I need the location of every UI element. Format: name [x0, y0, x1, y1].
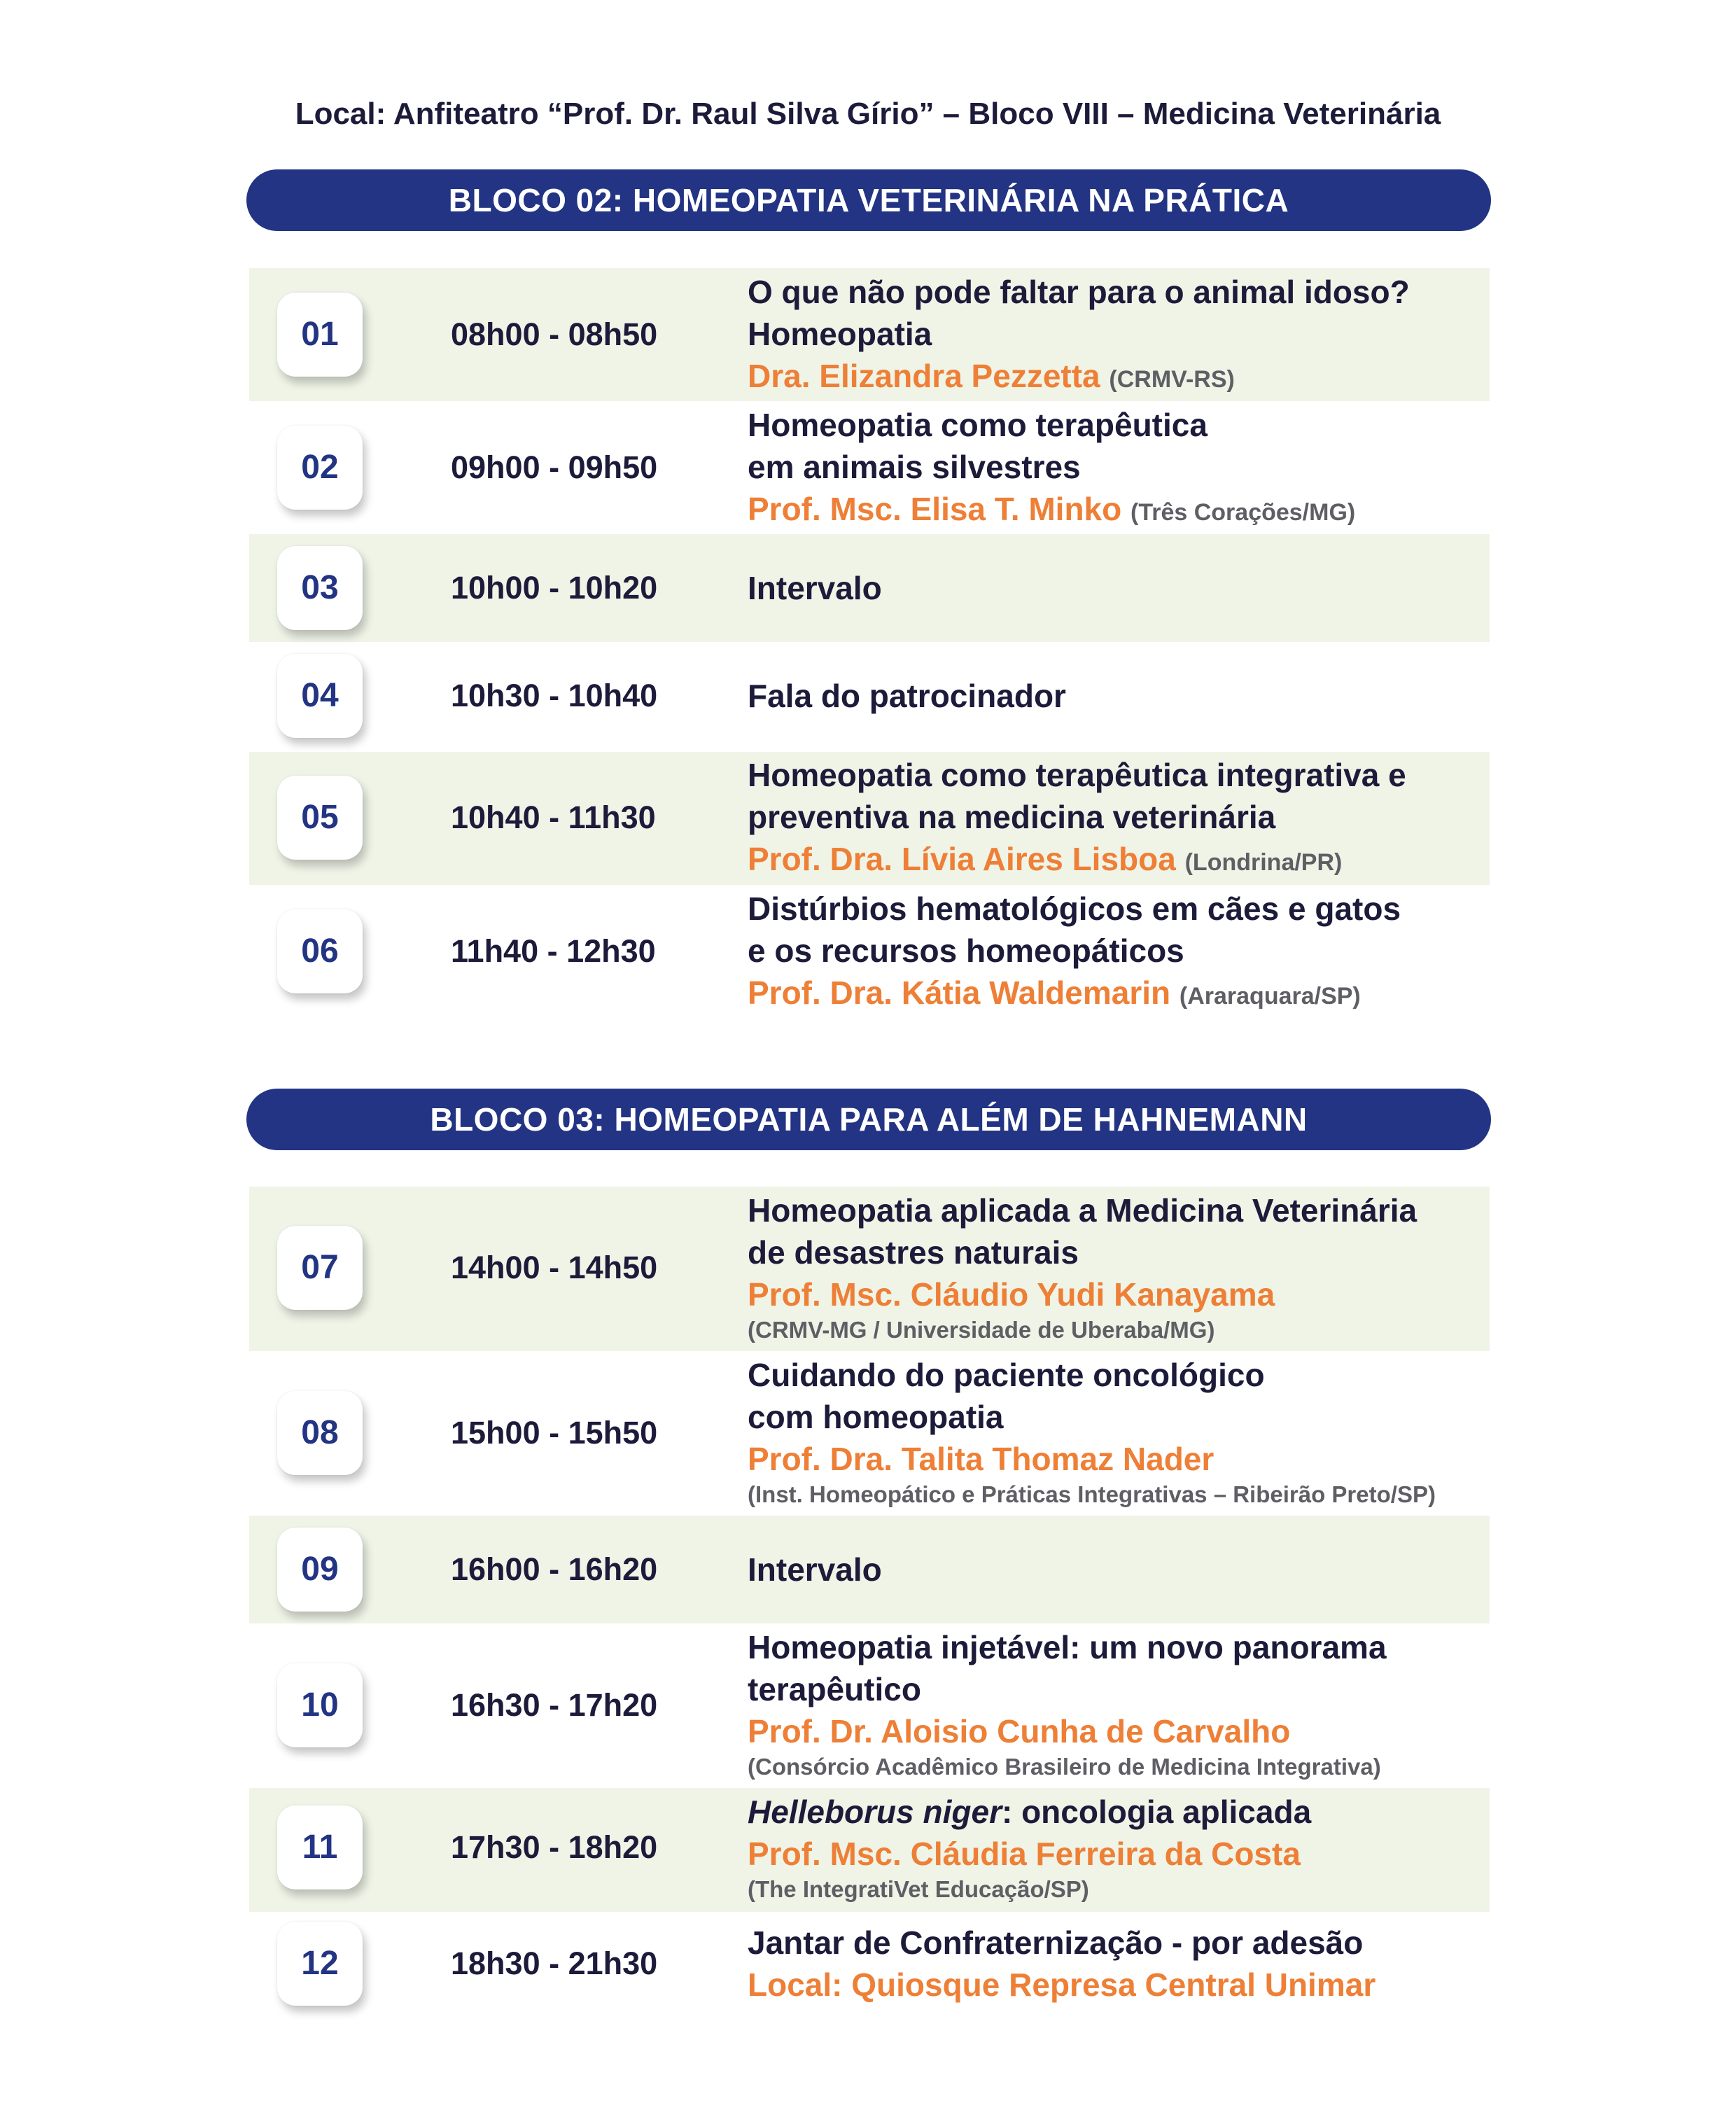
- schedule-row-09: [249, 1516, 1490, 1623]
- item-speaker: Prof. Dra. Lívia Aires Lisboa: [748, 841, 1176, 877]
- item-speaker: Prof. Dra. Kátia Waldemarin: [748, 974, 1171, 1011]
- item-number: 10: [277, 1663, 363, 1747]
- item-number: 06: [277, 909, 363, 993]
- item-time: 11h40 - 12h30: [451, 933, 656, 969]
- item-title-line-2: em animais silvestres: [748, 449, 1081, 485]
- schedule-row-04: [249, 642, 1490, 750]
- item-title-rest: : oncologia aplicada: [1001, 1794, 1312, 1830]
- item-number: 08: [277, 1391, 363, 1475]
- item-affiliation: (CRMV-MG / Universidade de Uberaba/MG): [748, 1317, 1215, 1343]
- item-title-line-1: Homeopatia injetável: um novo panorama: [748, 1629, 1387, 1665]
- item-title-line-1: Homeopatia como terapêutica integrativa e: [748, 757, 1406, 793]
- item-title-line-1: Homeopatia aplicada a Medicina Veterinária: [748, 1192, 1418, 1229]
- item-time: 17h30 - 18h20: [451, 1829, 658, 1865]
- item-time: 09h00 - 09h50: [451, 449, 658, 485]
- item-title-line-1: Intervalo: [748, 1551, 882, 1588]
- item-time: 10h40 - 11h30: [451, 799, 656, 835]
- item-title-line-1: Cuidando do paciente oncológico: [748, 1357, 1265, 1393]
- item-title-line-1: Distúrbios hematológicos em cães e gatos: [748, 890, 1401, 927]
- schedule-row-03: [249, 534, 1490, 642]
- item-title-line-2: Homeopatia: [748, 316, 932, 352]
- item-speaker: Dra. Elizandra Pezzetta: [748, 358, 1100, 394]
- item-number: 09: [277, 1528, 363, 1612]
- item-speaker: Prof. Dr. Aloisio Cunha de Carvalho: [748, 1713, 1291, 1749]
- item-time: 15h00 - 15h50: [451, 1415, 658, 1451]
- item-affiliation: (Araraquara/SP): [1179, 983, 1361, 1009]
- item-number: 01: [277, 293, 363, 377]
- item-affiliation: (The IntegratiVet Educação/SP): [748, 1876, 1089, 1902]
- item-time: 18h30 - 21h30: [451, 1945, 658, 1981]
- item-affiliation: (Consórcio Acadêmico Brasileiro de Medicina Integrativa): [748, 1754, 1381, 1780]
- schedule-row-10: [249, 1623, 1490, 1788]
- item-speaker: Prof. Dra. Talita Thomaz Nader: [748, 1441, 1214, 1477]
- item-title-line-2: com homeopatia: [748, 1399, 1004, 1435]
- item-time: 08h00 - 08h50: [451, 316, 658, 352]
- schedule-row-05: [249, 752, 1490, 885]
- item-title-line-1: Fala do patrocinador: [748, 678, 1066, 714]
- item-number: 04: [277, 654, 363, 738]
- schedule-row-12: [249, 1912, 1490, 2024]
- item-title-line-2: terapêutico: [748, 1671, 921, 1707]
- item-number: 11: [277, 1805, 363, 1889]
- schedule-row-02: [249, 401, 1490, 534]
- item-number: 03: [277, 546, 363, 630]
- bloco-03-header: BLOCO 03: HOMEOPATIA PARA ALÉM DE HAHNEMANN: [246, 1089, 1491, 1150]
- item-time: 14h00 - 14h50: [451, 1250, 658, 1285]
- item-time: 10h30 - 10h40: [451, 678, 658, 713]
- item-time: 16h30 - 17h20: [451, 1687, 658, 1723]
- item-number: 12: [277, 1922, 363, 2006]
- schedule-row-11: [249, 1788, 1490, 1912]
- item-title-line-2: preventiva na medicina veterinária: [748, 799, 1276, 835]
- item-speaker: Prof. Msc. Cláudio Yudi Kanayama: [748, 1276, 1275, 1313]
- item-speaker: Prof. Msc. Elisa T. Minko: [748, 491, 1122, 527]
- item-title-line-1: Homeopatia como terapêutica: [748, 407, 1208, 443]
- item-time: 16h00 - 16h20: [451, 1551, 658, 1587]
- item-time: 10h00 - 10h20: [451, 570, 658, 606]
- item-number: 07: [277, 1226, 363, 1310]
- item-affiliation: (Inst. Homeopático e Práticas Integrativas – Ribeirão Preto/SP): [748, 1481, 1436, 1507]
- schedule-row-01: [249, 268, 1490, 401]
- item-title-line-1: O que não pode faltar para o animal idoso?: [748, 274, 1410, 310]
- location-heading: Local: Anfiteatro “Prof. Dr. Raul Silva Gírio” – Bloco VIII – Medicina Veterinária: [295, 97, 1441, 131]
- item-speaker: Prof. Msc. Cláudia Ferreira da Costa: [748, 1836, 1301, 1872]
- item-affiliation: (CRMV-RS): [1109, 366, 1235, 393]
- item-speaker: Local: Quiosque Represa Central Unimar: [748, 1966, 1376, 2003]
- schedule-row-06: [249, 885, 1490, 1018]
- item-title-line-2: de desastres naturais: [748, 1234, 1079, 1271]
- bloco-02-header: BLOCO 02: HOMEOPATIA VETERINÁRIA NA PRÁTICA: [246, 169, 1491, 231]
- item-title-italic: Helleborus niger: [748, 1794, 1002, 1830]
- item-title-line-2: e os recursos homeopáticos: [748, 932, 1184, 969]
- schedule-row-07: [249, 1187, 1490, 1351]
- item-affiliation: (Três Corações/MG): [1130, 499, 1356, 526]
- item-title-line-1: Jantar de Confraternização - por adesão: [748, 1924, 1364, 1961]
- item-affiliation: (Londrina/PR): [1184, 849, 1343, 876]
- schedule-row-08: [249, 1351, 1490, 1516]
- item-title-line-1: Intervalo: [748, 570, 882, 606]
- item-number: 05: [277, 776, 363, 860]
- item-number: 02: [277, 426, 363, 510]
